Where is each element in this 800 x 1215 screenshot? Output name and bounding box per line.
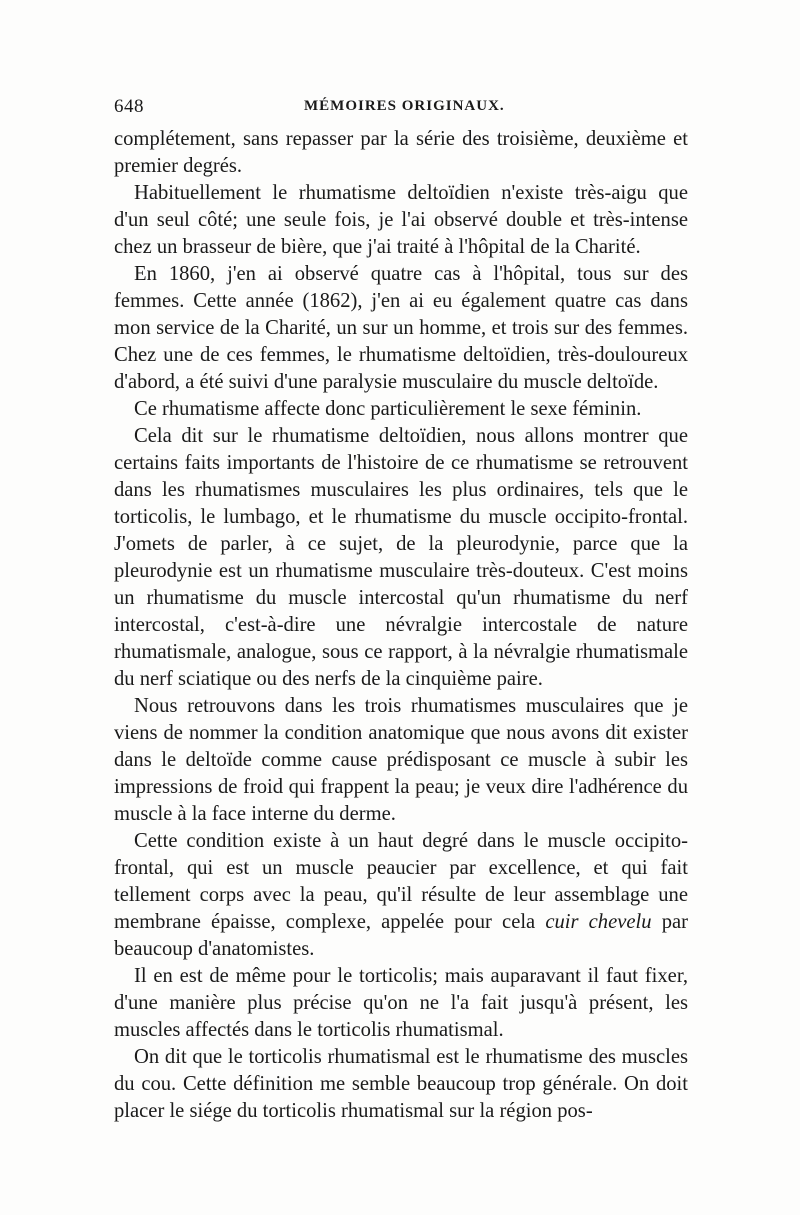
body-text (114, 126, 688, 1125)
paragraph-text: par beaucoup d'anatomistes. (114, 911, 688, 960)
paragraph (114, 828, 688, 963)
page-number: 648 (114, 96, 144, 117)
running-title: MÉMOIRES ORIGINAUX. (304, 98, 505, 114)
paragraph-text: Cette condition existe à un haut degré dans le muscle occipito-frontal, qui est un muscle peaucier par excellence, et qui fait tellement corps avec la peau, qu'il résulte de leur assemblage une membrane épaisse, complexe, appelée pour cela (114, 830, 688, 933)
paragraph: Nous retrouvons dans les trois rhumatismes musculaires que je viens de nommer la condition anatomique que nous avons dit exister dans le deltoïde comme cause prédisposant ce muscle à subir les impressions de froid qui frappent la peau; je veux dire l'adhérence du muscle à la face interne du derme. (114, 695, 688, 825)
paragraph: Il en est de même pour le torticolis; mais auparavant il faut fixer, d'une manière plus précise qu'on ne l'a fait jusqu'à présent, les muscles affectés dans le torticolis rhumatismal. (114, 965, 688, 1041)
paragraph: complétement, sans repasser par la série des troisième, deuxième et premier degrés. (114, 128, 688, 177)
italic-term: cuir chevelu (545, 911, 652, 933)
paragraph: Cela dit sur le rhumatisme deltoïdien, nous allons montrer que certains faits importants de l'histoire de ce rhumatisme se retrouvent dans les rhumatismes musculaires les plus ordinaires, tels que le torticolis, le lumbago, et le rhumatisme du muscle occipito-frontal. J'omets de parler, à ce sujet, de la pleurodynie, parce que la pleurodynie est un rhumatisme musculaire très-douteux. C'est moins un rhumatisme du muscle intercostal qu'un rhumatisme du nerf intercostal, c'est-à-dire une névralgie intercostale de nature rhumatismale, analogue, sous ce rapport, à la névralgie rhumatismale du nerf sciatique ou des nerfs de la cinquième paire. (114, 425, 688, 690)
paragraph: On dit que le torticolis rhumatismal est le rhumatisme des muscles du cou. Cette définition me semble beaucoup trop générale. On doit placer le siége du torticolis rhumatismal sur la région pos- (114, 1046, 688, 1122)
page-header (114, 96, 688, 122)
paragraph: En 1860, j'en ai observé quatre cas à l'hôpital, tous sur des femmes. Cette année (1862), j'en ai eu également quatre cas dans mon service de la Charité, un sur un homme, et trois sur des femmes. Chez une de ces femmes, le rhumatisme deltoïdien, très-douloureux d'abord, a été suivi d'une paralysie musculaire du muscle deltoïde. (114, 263, 688, 393)
paragraph: Habituellement le rhumatisme deltoïdien n'existe très-aigu que d'un seul côté; une seule fois, je l'ai observé double et très-intense chez un brasseur de bière, que j'ai traité à l'hôpital de la Charité. (114, 182, 688, 258)
paragraph: Ce rhumatisme affecte donc particulièrement le sexe féminin. (134, 398, 642, 420)
